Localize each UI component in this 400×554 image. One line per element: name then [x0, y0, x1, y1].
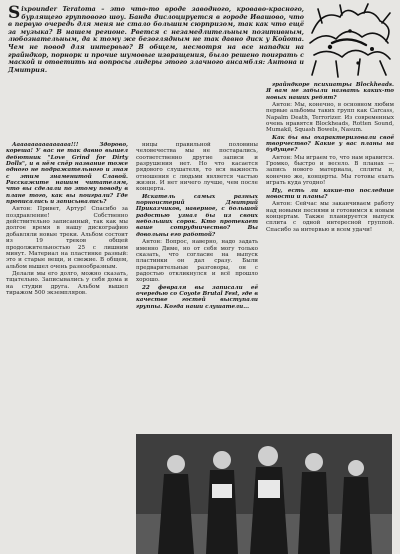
band-logo — [302, 3, 396, 79]
question-1: Аааааааааааааааа!!! Здорово, кореша! У вас не так давно вышел дебютник "Love Grind for Dirty Dolls", и в нём спёр название тоже одного не подражательного и зная с этим знаменитой Славой. Расскажите нашим читателям, что вы сделали по этому поводу в плане того, как вы поиграли? Где прописались и записывались? — [6, 142, 128, 206]
answer-6: Антон: Мы играем то, что нам нравится. Громко, быстро и весело. В планах — запись нового материала, сплиты и, конечно же, концерты. Мы готовы ехать играть куда угодно! — [266, 154, 394, 187]
column-2 — [136, 142, 258, 311]
question-6: Ну, есть ли какие-то последние новости и планы? — [266, 187, 394, 200]
answer-5: Антон: Мы, конечно, в основном любим первые альбомы таких групп как Carcass, Napalm Death, Terrorizer. Из современных очень нравятся Blockheads, Rotten Sound, Mumakil, Squash Bowels, Nasum. — [266, 102, 394, 134]
question-4: грайндкоре психиатры Blockheads. Я вам не забыли назвать каких-то новых наших ребят? — [266, 82, 394, 101]
answer-2: Делали мы его долго, можно сказать, тщательно. Записывались у себя дома и на студии друга. Альбом вышел тиражом 500 экземпляров. — [6, 270, 128, 296]
answer-3: ницы правильной половины человечества мы не постарались, соответственно другие записи и разрушения нет. Но что касается рядового слушателя, то вся важность отношения с людьми является частью жизни. И нет ничего лучше, чем после концерта. — [136, 142, 258, 193]
answer-7: Антон: Сейчас мы заканчиваем работу над новыми песнями и готовимся к новым концертам. Также планируется выпуск сплита с одной интересной группой. Спасибо за интервью и всем удачи! — [266, 201, 394, 233]
column-3 — [266, 82, 394, 234]
band-photo — [136, 434, 392, 554]
intro-paragraph — [8, 3, 304, 74]
question-2: Искатель самых разных порноистерий Дмитрий Приказчиков, наверное, с большой радостью узнал бы из своих небольших сорок. Кто протекает ваше сотрудничество? Вы довольны его работой? — [136, 193, 258, 238]
intro-text: ixpounder Teratoma – это что-то вроде заводного, кроваво-красного, бурлящего группового шоу. Банда дислоцируется в городе Ивашово, что в первую очередь для меня не стало большим сюрпризом, так как что ещё за музыка? В нашем регионе. Рвется с незамедлительным позитивным, любознательным, да к тому же безоглядным не так давно диск у Койота. Чем не повод для интервью? В общем, несмотря на все нападки на грайндкор, порнорк и прочие шумовые извращения, было решено поиграть с маской и ответить на вопросы лидеры этого злачного ансамбля: Антона и Дмитрия. — [8, 6, 304, 74]
question-3: 22 февраля вы записали её очередью со Coyote Brutal Fest, где в качестве гостей выступали группы. Когда наши слушатели... — [136, 284, 258, 310]
intro-dropcap: S — [8, 3, 21, 23]
answer-4: Антон: Вопрос, наверно, надо задать именно Диме, но от себя могу только сказать, что согласие на выпуск пластинки он дал сразу. Были предварительные разговоры, он с радостью откликнулся и всё прошло хорошо. — [136, 239, 258, 284]
question-5: Как бы вы охарактеризовали своё творчество? Какие у вас планы на будущее? — [266, 134, 394, 154]
column-1 — [6, 142, 128, 297]
answer-1: Антон: Привет, Артур! Спасибо за поздравление! Собственно действительно записанный, так как мы долгое время в нашу дискографию добавляли новые треки. Альбом состоит из 19 треков общей продолжительностью 25 с лишним минут. Материал на пластинке разный: это и старые вещи, и свежие. В общем, альбом вышел очень разнообразным. — [6, 206, 128, 270]
